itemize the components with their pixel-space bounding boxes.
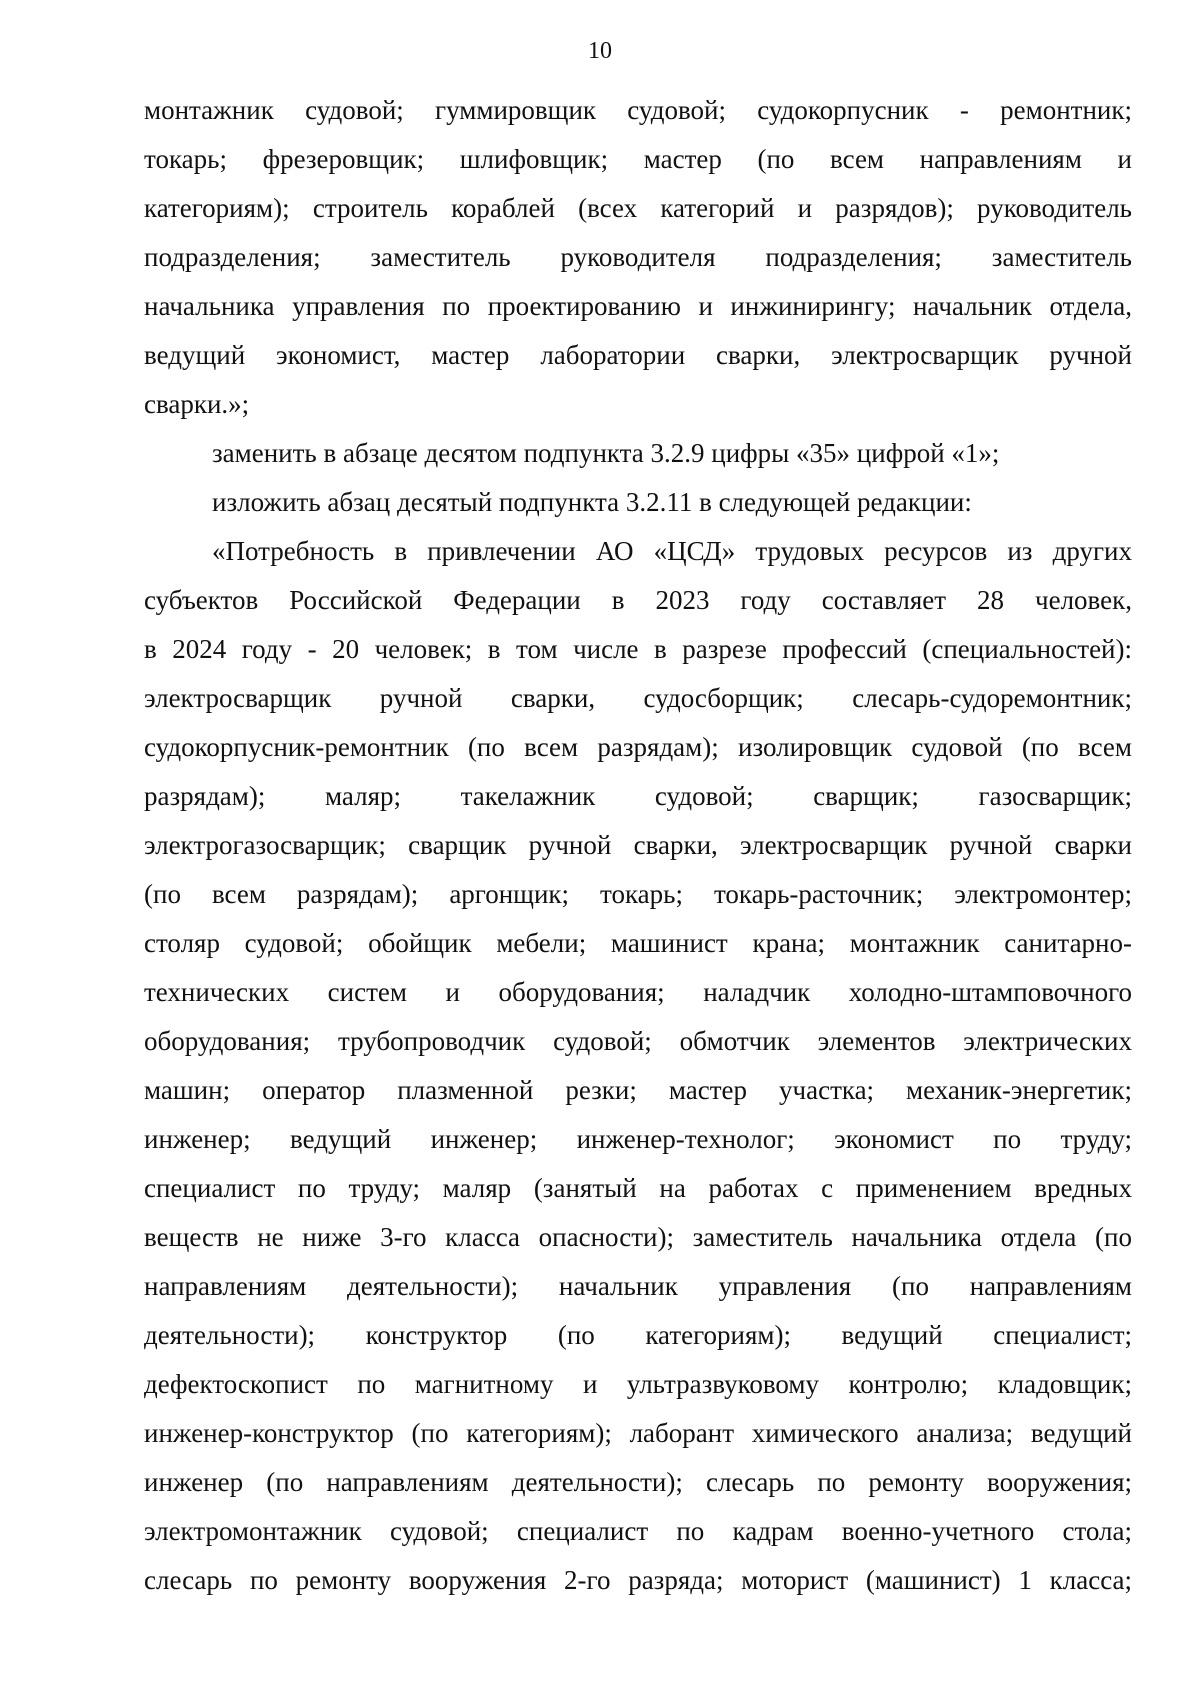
text-line: (по всем разрядам); аргонщик; токарь; токарь-расточник; электромонтер; <box>144 879 1132 909</box>
text-line: слесарь по ремонту вооружения 2-го разряда; моторист (машинист) 1 класса; <box>144 1565 1132 1595</box>
text-line: разрядам); маляр; такелажник судовой; сварщик; газосварщик; <box>144 781 1132 811</box>
text-line: сварки.»; <box>144 389 250 419</box>
text-line: изложить абзац десятый подпункта 3.2.11 в следующей редакции: <box>212 487 972 517</box>
text-line: электромонтажник судовой; специалист по кадрам военно-учетного стола; <box>144 1516 1132 1546</box>
text-line: деятельности); конструктор (по категориям); ведущий специалист; <box>144 1320 1132 1350</box>
text-line: категориям); строитель кораблей (всех категорий и разрядов); руководитель <box>144 193 1132 223</box>
text-line: подразделения; заместитель руководителя подразделения; заместитель <box>144 242 1132 272</box>
text-line: дефектоскопист по магнитному и ультразвуковому контролю; кладовщик; <box>144 1369 1132 1399</box>
text-line: монтажник судовой; гуммировщик судовой; судокорпусник - ремонтник; <box>144 95 1132 125</box>
text-line: технических систем и оборудования; наладчик холодно-штамповочного <box>144 977 1132 1007</box>
document-body <box>144 86 1132 1605</box>
text-line: веществ не ниже 3-го класса опасности); заместитель начальника отдела (по <box>144 1222 1132 1252</box>
text-line: заменить в абзаце десятом подпункта 3.2.9 цифры «35» цифрой «1»; <box>212 438 1000 468</box>
text-line: начальника управления по проектированию и инжинирингу; начальник отдела, <box>144 291 1132 321</box>
text-line: «Потребность в привлечении АО «ЦСД» трудовых ресурсов из других <box>212 536 1132 566</box>
page-number: 10 <box>588 38 612 64</box>
text-line: инженер-конструктор (по категориям); лаборант химического анализа; ведущий <box>144 1418 1132 1448</box>
text-line: столяр судовой; обойщик мебели; машинист крана; монтажник санитарно- <box>144 928 1132 958</box>
text-line: инженер; ведущий инженер; инженер-технолог; экономист по труду; <box>144 1124 1132 1154</box>
text-line: в 2024 году - 20 человек; в том числе в разрезе профессий (специальностей): <box>144 634 1132 664</box>
text-line: направлениям деятельности); начальник управления (по направлениям <box>144 1271 1132 1301</box>
text-line: специалист по труду; маляр (занятый на работах с применением вредных <box>144 1173 1132 1203</box>
text-line: электрогазосварщик; сварщик ручной сварки, электросварщик ручной сварки <box>144 830 1132 860</box>
text-line: токарь; фрезеровщик; шлифовщик; мастер (по всем направлениям и <box>144 144 1132 174</box>
text-line: машин; оператор плазменной резки; мастер участка; механик-энергетик; <box>144 1075 1132 1105</box>
text-line: инженер (по направлениям деятельности); слесарь по ремонту вооружения; <box>144 1467 1132 1497</box>
text-line: судокорпусник-ремонтник (по всем разрядам); изолировщик судовой (по всем <box>144 732 1132 762</box>
text-line: субъектов Российской Федерации в 2023 году составляет 28 человек, <box>144 585 1132 615</box>
text-line: ведущий экономист, мастер лаборатории сварки, электросварщик ручной <box>144 340 1132 370</box>
text-line: оборудования; трубопроводчик судовой; обмотчик элементов электрических <box>144 1026 1132 1056</box>
text-line: электросварщик ручной сварки, судосборщик; слесарь-судоремонтник; <box>144 683 1132 713</box>
